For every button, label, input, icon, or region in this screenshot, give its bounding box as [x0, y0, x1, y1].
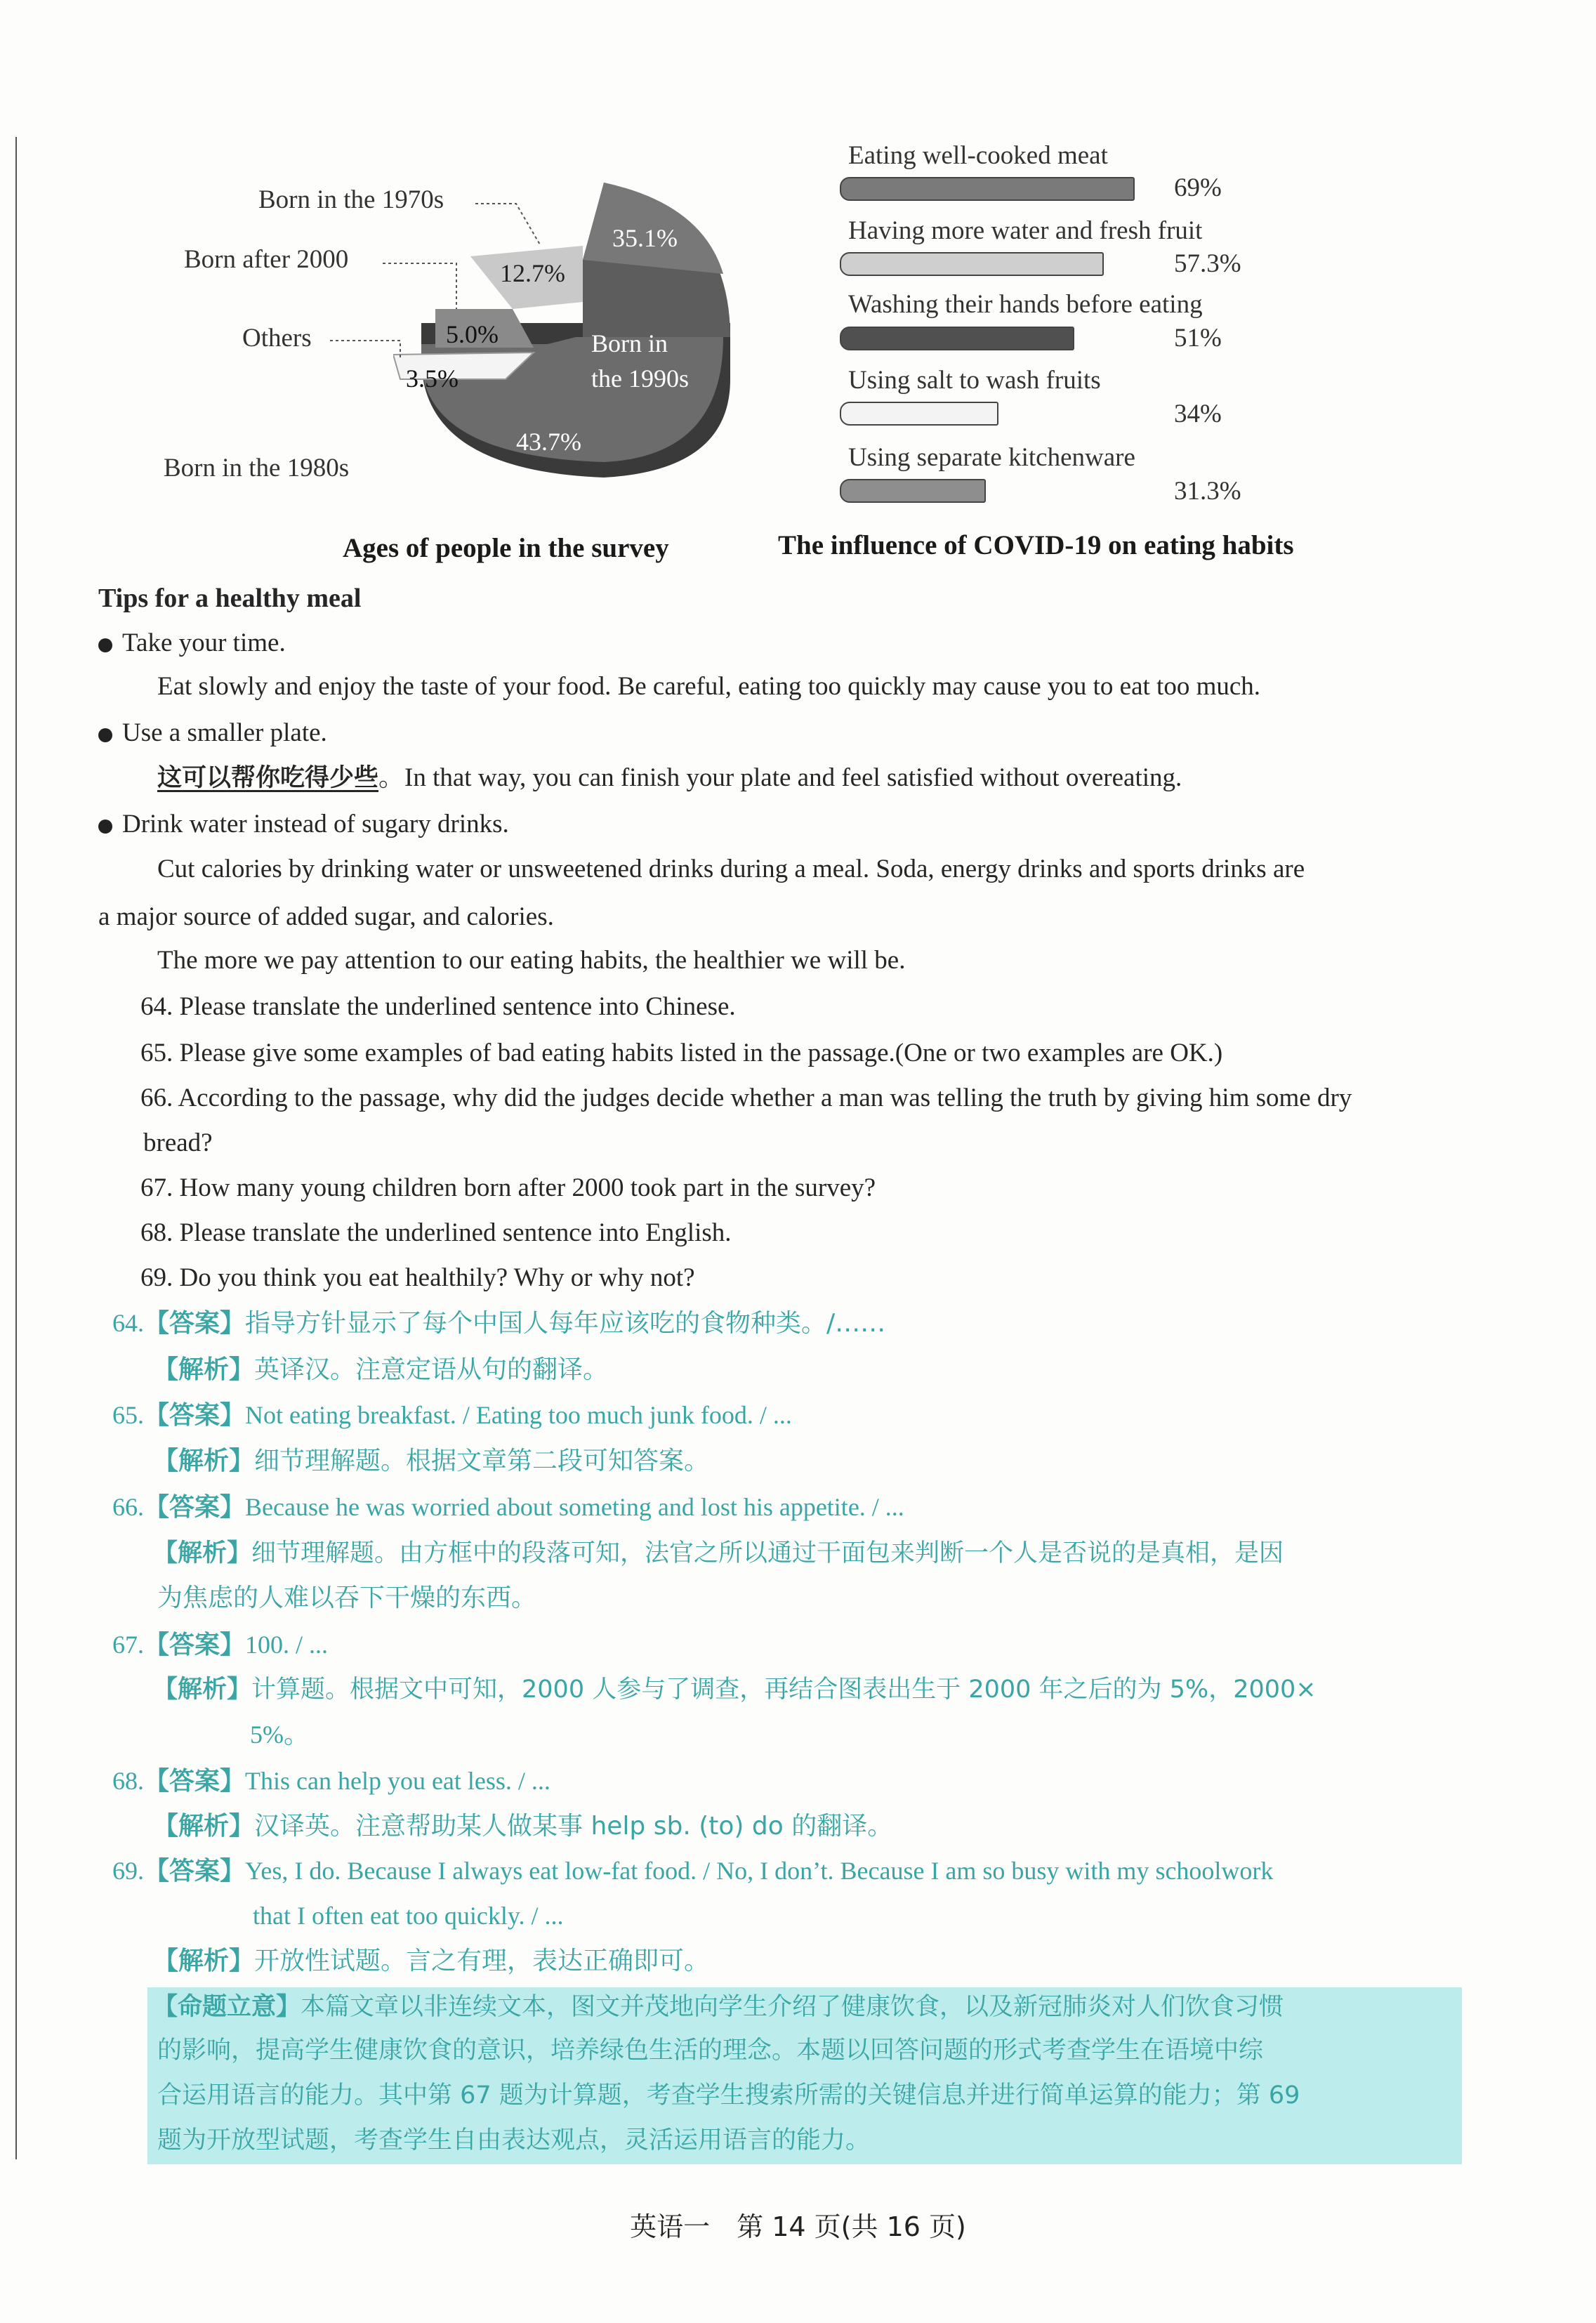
explanation-69 — [153, 1945, 709, 1977]
answer-67 — [112, 1629, 328, 1661]
pct-1990s: 35.1% — [612, 224, 678, 252]
explanation-64 — [153, 1354, 608, 1386]
tip-2 — [98, 718, 327, 749]
explanation-text: 英译汉。注意定语从句的翻译。 — [254, 1355, 609, 1384]
bullet-icon — [98, 638, 112, 652]
label-others: Others — [242, 324, 312, 353]
pct-2000: 5.0% — [446, 320, 499, 348]
pct-others: 3.5% — [406, 364, 459, 393]
answer-66 — [112, 1492, 904, 1523]
tip-3 — [98, 809, 509, 840]
bar-pct-4: 34% — [1174, 400, 1222, 428]
page-footer: 英语一 第 14 页(共 16 页) — [630, 2211, 966, 2242]
answer-text: Because he was worried about someting and lost his appetite. / ... — [245, 1493, 904, 1521]
explanation-text: 细节理解题。由方框中的段落可知，法官之所以通过干面包来判断一个人是否说的是真相，是因 — [251, 1539, 1284, 1567]
answer-69-cont: that I often eat too quickly. / ... — [253, 1902, 564, 1930]
intent-line-2: 的影响，提高学生健康饮食的意识，培养绿色生活的理念。本题以回答问题的形式考查学生在语境中综 — [157, 2036, 1264, 2065]
answer-tag: 【答案】 — [144, 1631, 246, 1659]
bar-pct-5: 31.3% — [1174, 477, 1241, 506]
answer-number: 64. — [112, 1309, 144, 1337]
answer-text: This can help you eat less. / ... — [245, 1767, 550, 1795]
answer-68 — [112, 1765, 550, 1797]
tip-3-body-2: a major source of added sugar, and calories. — [98, 902, 554, 931]
pct-1970s: 12.7% — [500, 259, 565, 287]
bar-3 — [840, 327, 1074, 350]
explanation-tag: 【解析】 — [153, 1812, 255, 1841]
answer-number: 69. — [112, 1857, 144, 1885]
answer-69 — [112, 1855, 1273, 1887]
explanation-tag: 【解析】 — [153, 1947, 255, 1975]
tip-1-body: Eat slowly and enjoy the taste of your food. Be careful, eating too quickly may cause you to eat too much. — [157, 672, 1261, 701]
label-born-1980s: Born in the 1980s — [164, 454, 350, 482]
bullet-icon — [98, 820, 112, 834]
answer-text: Yes, I do. Because I always eat low-fat food. / No, I don’t. Because I am so busy with my schoolwork — [245, 1857, 1274, 1885]
pie-leader-lines — [0, 0, 772, 506]
tip-1 — [98, 628, 286, 659]
tips-heading: Tips for a healthy meal — [98, 584, 362, 613]
question-68: 68. Please translate the underlined sentence into English. — [140, 1218, 732, 1247]
explanation-67 — [153, 1674, 1317, 1705]
question-66: 66. According to the passage, why did the judges decide whether a man was telling the truth by giving him some dry — [140, 1084, 1352, 1112]
bar-5 — [840, 479, 986, 503]
question-64: 64. Please translate the underlined sentence into Chinese. — [140, 992, 736, 1021]
intent-text: 本篇文章以非连续文本，图文并茂地向学生介绍了健康饮食，以及新冠肺炎对人们饮食习惯 — [301, 1993, 1284, 2021]
answer-number: 67. — [112, 1631, 144, 1659]
bar-pct-1: 69% — [1174, 173, 1222, 202]
explanation-65 — [153, 1445, 709, 1477]
explanation-tag: 【解析】 — [153, 1355, 255, 1384]
tip-3-title: Drink water instead of sugary drinks. — [122, 810, 509, 838]
question-67: 67. How many young children born after 2000 took part in the survey? — [140, 1173, 876, 1202]
explanation-text: 汉译英。注意帮助某人做某事 help sb. (to) do 的翻译。 — [254, 1812, 893, 1841]
explanation-67-cont: 5%。 — [250, 1720, 309, 1749]
label-born-1990s-line2: the 1990s — [591, 364, 689, 393]
answer-tag: 【答案】 — [144, 1401, 246, 1430]
bar-2 — [840, 252, 1104, 276]
explanation-text: 细节理解题。根据文章第二段可知答案。 — [254, 1447, 710, 1475]
explanation-tag: 【解析】 — [153, 1539, 252, 1567]
bullet-icon — [98, 728, 112, 742]
bar-label-5: Using separate kitchenware — [848, 443, 1135, 472]
intent-line-4: 题为开放型试题，考查学生自由表达观点，灵活运用语言的能力。 — [157, 2126, 871, 2154]
label-born-1990s-line1: Born in — [591, 329, 668, 357]
answer-tag: 【答案】 — [144, 1767, 246, 1796]
pie-caption: Ages of people in the survey — [343, 533, 669, 563]
intent-line-3: 合运用语言的能力。其中第 67 题为计算题，考查学生搜索所需的关键信息并进行简单运算的能力；第 69 — [157, 2081, 1300, 2110]
pct-1980s: 43.7% — [516, 428, 581, 456]
bar-label-3: Washing their hands before eating — [848, 290, 1203, 319]
answer-text: 指导方针显示了每个中国人每年应该吃的食物种类。/…… — [245, 1309, 886, 1338]
label-born-1970s: Born in the 1970s — [258, 185, 444, 214]
answer-64 — [112, 1308, 885, 1339]
tips-closing: The more we pay attention to our eating habits, the healthier we will be. — [157, 946, 906, 975]
explanation-tag: 【解析】 — [153, 1676, 252, 1704]
answer-text: Not eating breakfast. / Eating too much junk food. / ... — [245, 1401, 792, 1429]
explanation-68 — [153, 1810, 892, 1842]
bar-label-1: Eating well-cooked meat — [848, 141, 1108, 170]
question-69: 69. Do you think you eat healthily? Why or why not? — [140, 1263, 695, 1292]
bar-4 — [840, 402, 998, 426]
answer-tag: 【答案】 — [144, 1309, 246, 1338]
intent-line-1 — [153, 1992, 1284, 2022]
tip-2-body — [157, 763, 1182, 794]
answer-text: 100. / ... — [245, 1631, 329, 1659]
question-65: 65. Please give some examples of bad eating habits listed in the passage.(One or two examples are OK.) — [140, 1039, 1223, 1067]
tip-1-title: Take your time. — [122, 629, 286, 657]
intent-tag: 【命题立意】 — [153, 1993, 301, 2021]
question-66-cont: bread? — [143, 1128, 213, 1157]
answer-number: 66. — [112, 1493, 144, 1521]
label-born-after-2000: Born after 2000 — [184, 245, 349, 274]
tip-2-title: Use a smaller plate. — [122, 718, 327, 747]
bar-1 — [840, 177, 1135, 201]
answer-65 — [112, 1400, 792, 1431]
tip-2-body-text: 。In that way, you can finish your plate and feel satisfied without overeating. — [378, 763, 1182, 792]
explanation-66 — [153, 1538, 1284, 1569]
tip-3-body-1: Cut calories by drinking water or unsweetened drinks during a meal. Soda, energy drinks and sports drinks are — [157, 855, 1305, 883]
answer-number: 68. — [112, 1767, 144, 1795]
answer-tag: 【答案】 — [144, 1857, 246, 1886]
explanation-66-cont: 为焦虑的人难以吞下干燥的东西。 — [157, 1584, 537, 1612]
answer-number: 65. — [112, 1401, 144, 1429]
bar-pct-2: 57.3% — [1174, 249, 1241, 278]
bar-pct-3: 51% — [1174, 324, 1222, 353]
underlined-sentence: 这可以帮你吃得少些 — [157, 764, 379, 792]
explanation-text: 开放性试题。言之有理，表达正确即可。 — [254, 1947, 710, 1975]
bar-label-2: Having more water and fresh fruit — [848, 216, 1203, 245]
explanation-text: 计算题。根据文中可知，2000 人参与了调查，再结合图表出生于 2000 年之后的为 5%，2000× — [251, 1676, 1317, 1704]
answer-tag: 【答案】 — [144, 1493, 246, 1522]
bar-caption: The influence of COVID-19 on eating habits — [778, 530, 1294, 560]
bar-label-4: Using salt to wash fruits — [848, 366, 1101, 395]
explanation-tag: 【解析】 — [153, 1447, 255, 1475]
